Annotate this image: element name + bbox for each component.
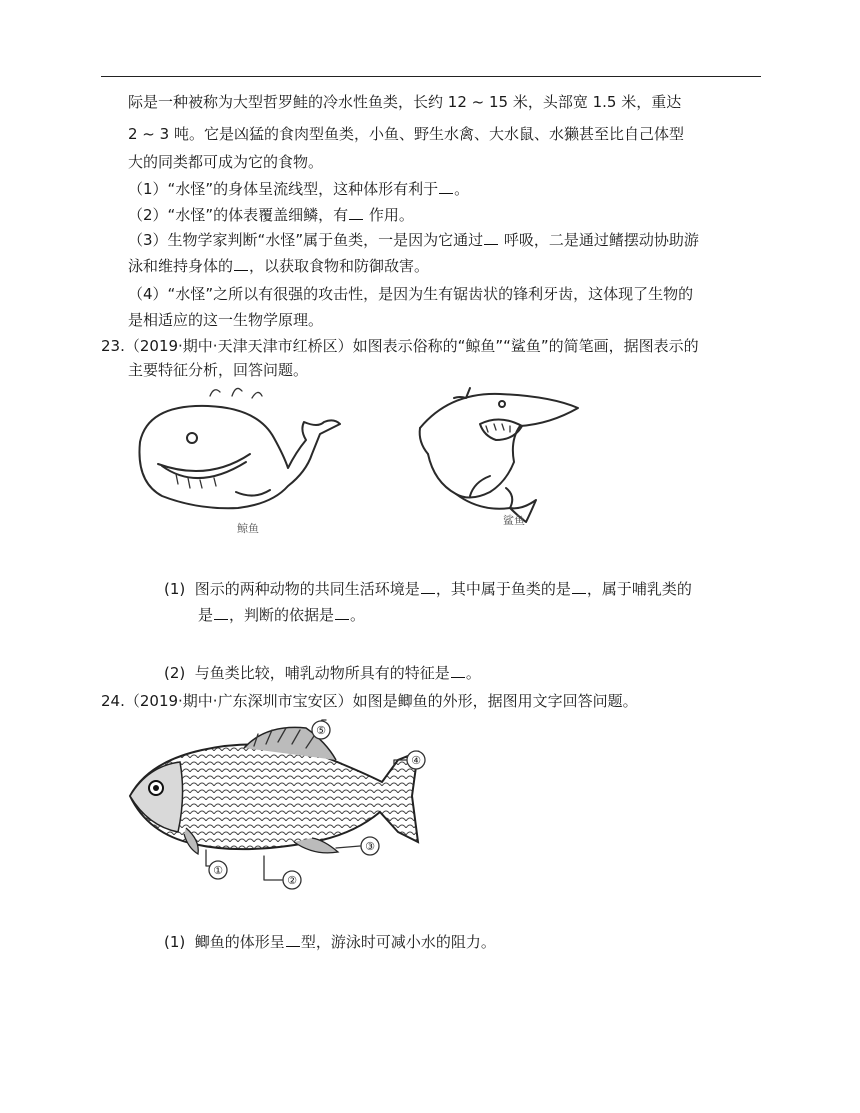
answer-blank[interactable] <box>234 256 248 271</box>
sub-question-1: （1）“水怪”的身体呈流线型，这种体形有利于 。 <box>128 180 470 198</box>
shark-caption: 鲨鱼 <box>503 514 525 527</box>
question-24-stem: 24.（2019·期中·广东深圳市宝安区）如图是鲫鱼的外形，据图用文字回答问题。 <box>101 692 638 710</box>
sub-question-3: （3）生物学家判断“水怪”属于鱼类，一是因为它通过 呼吸，二是通过鳍摆动协助游 <box>128 231 699 249</box>
sub-question-4-cont: 是相适应的这一生物学原理。 <box>128 311 324 329</box>
sub-question-3-cont: 泳和维持身体的 ，以获取食物和防御敌害。 <box>128 257 430 275</box>
sub-question-4: （4）“水怪”之所以有很强的攻击性，是因为生有锯齿状的锋利牙齿，这体现了生物的 <box>128 285 694 303</box>
answer-blank[interactable] <box>439 179 453 194</box>
whale-caption: 鲸鱼 <box>237 522 259 535</box>
answer-blank[interactable] <box>335 605 349 620</box>
answer-blank[interactable] <box>484 230 498 245</box>
text-line: 大的同类都可成为它的食物。 <box>128 153 324 171</box>
label-1: ① <box>213 864 223 877</box>
sub-question-2: （2）“水怪”的体表覆盖细鳞，有 作用。 <box>128 206 414 224</box>
answer-blank[interactable] <box>421 579 435 594</box>
text-line: 2 ~ 3 吨。它是凶猛的食肉型鱼类，小鱼、野生水禽、大水鼠、水獭甚至比自己体型 <box>128 125 684 143</box>
question-23-stem: 23.（2019·期中·天津天津市红桥区）如图表示俗称的“鲸鱼”“鲨鱼”的简笔画，据图表示的 <box>101 337 699 355</box>
question-23-sub-1: (1) 图示的两种动物的共同生活环境是 ，其中属于鱼类的是 ，属于哺乳类的 <box>164 580 692 598</box>
answer-blank[interactable] <box>572 579 586 594</box>
answer-blank[interactable] <box>286 932 300 947</box>
answer-blank[interactable] <box>214 605 228 620</box>
crucian-carp-illustration <box>126 716 426 894</box>
sub-number: (1) <box>164 933 186 951</box>
label-5: ⑤ <box>316 724 326 737</box>
label-2: ② <box>287 874 297 887</box>
answer-blank[interactable] <box>349 205 363 220</box>
question-number: 24. <box>101 692 125 710</box>
question-23-sub-1-cont: 是 ，判断的依据是 。 <box>198 606 366 624</box>
question-23-stem-cont: 主要特征分析，回答问题。 <box>128 361 309 379</box>
answer-blank[interactable] <box>451 663 465 678</box>
question-23-sub-2: (2) 与鱼类比较，哺乳动物所具有的特征是 。 <box>164 664 481 682</box>
whale-illustration <box>128 382 358 540</box>
label-4: ④ <box>411 754 421 767</box>
label-3: ③ <box>365 840 375 853</box>
shark-illustration <box>410 384 590 540</box>
text-line: 际是一种被称为大型哲罗鲑的冷水性鱼类，长约 12 ~ 15 米，头部宽 1.5 米，重达 <box>128 93 682 111</box>
sub-number: (2) <box>164 664 186 682</box>
sub-number: (1) <box>164 580 186 598</box>
header-rule <box>101 76 761 77</box>
question-number: 23. <box>101 337 125 355</box>
question-24-sub-1: (1) 鲫鱼的体形呈 型，游泳时可减小水的阻力。 <box>164 933 496 951</box>
